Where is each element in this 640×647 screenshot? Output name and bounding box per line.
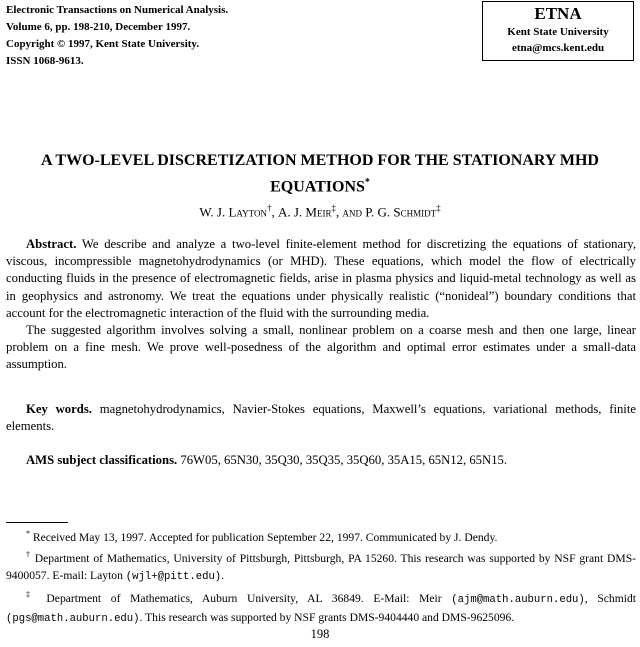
journal-issn: ISSN 1068-9613. [6, 55, 84, 67]
author-layton-mark: † [266, 203, 272, 213]
journal-copyright: Copyright © 1997, Kent State University. [6, 38, 200, 50]
author-schmidt-mark: ‡ [436, 203, 441, 213]
footnote-1-text: Received May 13, 1997. Accepted for publication September 22, 1997. Communicated by J. Dendy. [30, 530, 498, 544]
footnote-3-text-1: Department of Mathematics, Auburn University, AL 36849. E-Mail: Meir [36, 591, 452, 605]
ams-classifications [6, 452, 636, 469]
footnotes [6, 525, 636, 628]
ams-label: AMS subject classifications. [26, 453, 178, 467]
keywords-label: Key words. [26, 402, 92, 416]
footnote-layton [6, 546, 636, 586]
keywords-text: magnetohydrodynamics, Navier-Stokes equations, Maxwell’s equations, variational methods, finite elements. [6, 402, 636, 434]
author-list [20, 199, 620, 221]
etna-university: Kent State University [507, 26, 609, 38]
footnote-received [6, 525, 636, 546]
author-schmidt: P. G. Schmidt [365, 204, 437, 220]
footnote-3-text-2: , Schmidt [584, 591, 636, 605]
abstract-text-1: We describe and analyze a two-level finite-element method for discretizing the equations of stationary, viscous, incompressible magnetohydrodynamics (or MHD). These equations, which model the flow of electrically conducting fluids in the presence of electromagnetic fields, arise in plasma physics and liquid-metal technology as well as in geophysics and astronomy. We treat the equations under physically realistic (“nonideal”) boundary conditions that account for the electromagnetic interaction of the fluid with the surrounding media. [6, 237, 636, 320]
schmidt-email: (pgs@math.auburn.edu) [6, 612, 140, 625]
footnote-1-mark: * [26, 529, 30, 538]
footnote-2-end: . [221, 568, 225, 582]
ams-text: 76W05, 65N30, 35Q30, 35Q35, 35Q60, 35A15, 65N12, 65N15. [177, 453, 508, 467]
journal-info [6, 2, 228, 70]
author-layton: W. J. Layton [199, 204, 267, 220]
etna-name: ETNA [534, 4, 582, 23]
abstract-paragraph-1 [6, 236, 636, 322]
meir-email: (ajm@math.auburn.edu) [451, 593, 585, 606]
footnote-3-mark: ‡ [26, 589, 37, 599]
author-meir-mark: ‡ [331, 203, 336, 213]
author-separator-and: , and [335, 204, 366, 220]
footnote-meir-schmidt [6, 586, 636, 628]
footnote-2-mark: † [26, 549, 31, 559]
author-separator: , [271, 204, 278, 220]
abstract-paragraph-2: The suggested algorithm involves solving a small, nonlinear problem on a coarse mesh and then one large, linear problem on a fine mesh. We prove well-posedness of the algorithm and optimal error estimates under a small-data assumption. [6, 323, 636, 372]
author-meir: A. J. Meir [277, 204, 332, 220]
footnote-2-text: Department of Mathematics, University of Pittsburgh, Pittsburgh, PA 15260. This research was supported by NSF grant DMS-9400057. E-mail: Layton [6, 551, 637, 582]
abstract [6, 236, 636, 374]
journal-volume: Volume 6, pp. 198-210, December 1997. [6, 21, 191, 33]
footnote-3-text-3: . This research was supported by NSF grants DMS-9404440 and DMS-9625096. [139, 610, 515, 624]
journal-name: Electronic Transactions on Numerical Analysis. [6, 4, 229, 16]
footnote-divider [6, 522, 68, 523]
page-number: 198 [310, 627, 330, 641]
paper-title-text: A TWO-LEVEL DISCRETIZATION METHOD FOR THE STATIONARY MHD EQUATIONS [41, 152, 599, 196]
abstract-label: Abstract. [26, 237, 77, 251]
layton-email: (wjl+@pitt.edu) [125, 570, 222, 583]
etna-logo-box [482, 1, 634, 61]
etna-email: etna@mcs.kent.edu [511, 42, 605, 54]
keywords [6, 401, 636, 435]
paper-title [20, 150, 620, 198]
title-footnote-mark: * [364, 177, 370, 188]
